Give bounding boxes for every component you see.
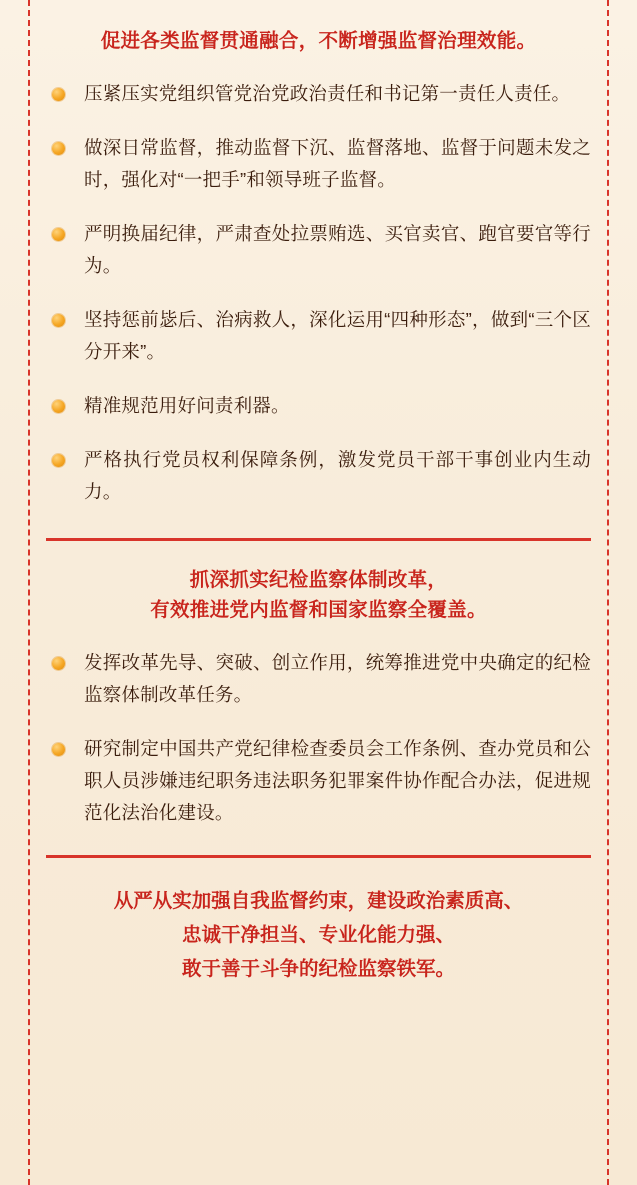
section-2-title-line-1: 抓深抓实纪检监察体制改革， (189, 569, 448, 591)
bullet-dot-icon (52, 142, 65, 155)
section-1-title-line-1: 促进各类监督贯通融合，不断增强监督治理效能。 (100, 30, 537, 52)
bullet-dot-icon (52, 454, 65, 467)
list-item (46, 78, 591, 110)
list-item-text: 压紧压实党组织管党治党政治责任和书记第一责任人责任。 (84, 83, 571, 104)
list-item (46, 304, 591, 368)
bullet-dot-icon (52, 657, 65, 670)
list-item (46, 218, 591, 282)
list-item-text: 严明换届纪律，严肃查处拉票贿选、买官卖官、跑官要官等行为。 (84, 223, 591, 276)
final-statement-line-3: 敢于善于斗争的纪检监察铁军。 (181, 958, 455, 980)
list-item-text: 研究制定中国共产党纪律检查委员会工作条例、查办党员和公职人员涉嫌违纪职务违法职务犯罪案件协作配合办法，促进规范化法治化建设。 (84, 738, 591, 823)
section-1 (46, 0, 591, 508)
section-2-title-line-2: 有效推进党内监督和国家监察全覆盖。 (150, 599, 487, 621)
section-1-title (46, 26, 591, 56)
list-item-text: 做深日常监督，推动监督下沉、监督落地、监督于问题未发之时，强化对“一把手”和领导班子监督。 (84, 137, 591, 190)
bullet-dot-icon (52, 88, 65, 101)
bullet-dot-icon (52, 228, 65, 241)
list-item-text: 精准规范用好问责利器。 (84, 395, 290, 416)
list-item-text: 发挥改革先导、突破、创立作用，统筹推进党中央确定的纪检监察体制改革任务。 (84, 652, 591, 705)
final-statement (46, 884, 591, 986)
bullet-dot-icon (52, 400, 65, 413)
list-item (46, 444, 591, 508)
list-item (46, 647, 591, 711)
list-item (46, 733, 591, 829)
bullet-dot-icon (52, 314, 65, 327)
section-2-title (46, 565, 591, 625)
bullet-dot-icon (52, 743, 65, 756)
final-statement-line-2: 忠诚干净担当、专业化能力强、 (181, 924, 455, 946)
final-statement-line-1: 从严从实加强自我监督约束，建设政治素质高、 (113, 890, 524, 912)
list-item (46, 132, 591, 196)
final-divider (46, 855, 591, 858)
list-item (46, 390, 591, 422)
list-item-text: 严格执行党员权利保障条例，激发党员干部干事创业内生动力。 (84, 449, 591, 502)
list-item-text: 坚持惩前毖后、治病救人，深化运用“四种形态”，做到“三个区分开来”。 (84, 309, 591, 362)
section-2 (46, 541, 591, 829)
